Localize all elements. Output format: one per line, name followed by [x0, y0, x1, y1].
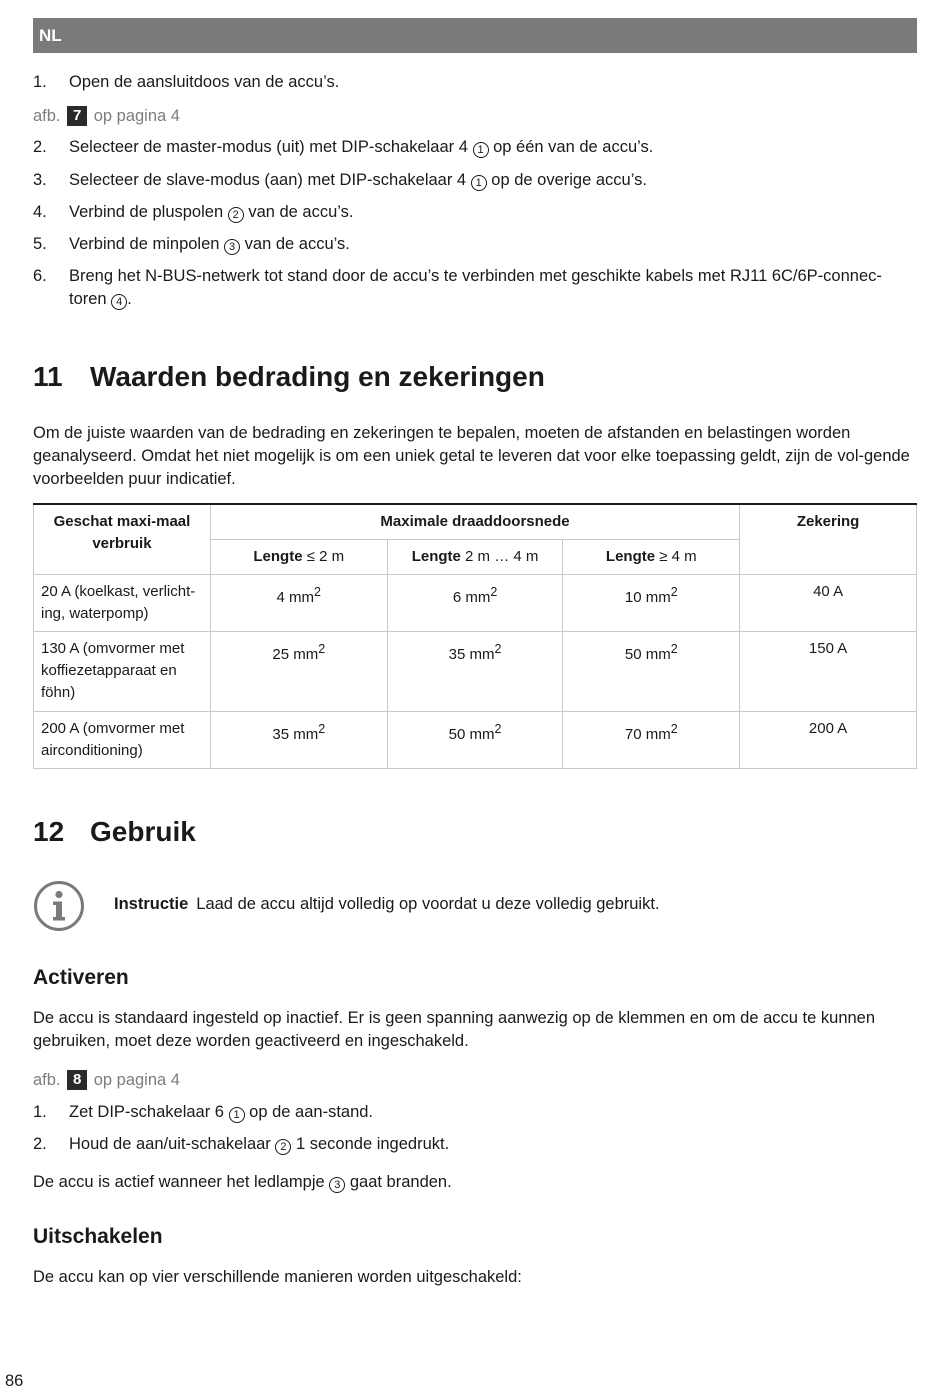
subsection-heading: Activeren — [33, 966, 129, 989]
callout-marker: 2 — [228, 207, 244, 223]
table-row — [34, 575, 917, 632]
step-number: 1. — [33, 73, 47, 91]
list-item — [33, 233, 917, 256]
callout-marker: 3 — [329, 1177, 345, 1193]
section-number: 12 — [33, 816, 65, 847]
section-title: Gebruik — [90, 816, 196, 847]
step-text: Selecteer de master-modus (uit) met DIP-schakelaar 4 1 op één van de accu’s. — [69, 138, 654, 156]
step-text: Open de aansluitdoos van de accu’s. — [69, 73, 340, 91]
header-wire-section: Maximale draaddoorsnede — [210, 504, 739, 540]
list-item — [33, 1133, 917, 1156]
list-item — [33, 136, 917, 159]
callout-marker: 4 — [111, 294, 127, 310]
language-label: NL — [39, 26, 62, 45]
header-fuse: Zekering — [740, 504, 917, 575]
step-number: 2. — [33, 138, 47, 156]
cell-section: 4 $mm^2$ — [210, 575, 387, 632]
figref-prefix: afb. — [33, 1071, 61, 1089]
step-number: 3. — [33, 171, 47, 189]
info-icon — [33, 880, 85, 932]
list-item — [33, 265, 917, 311]
figure-number-badge: 7 — [67, 106, 87, 126]
subsection-heading: Uitschakelen — [33, 1225, 163, 1248]
figref-page-link[interactable]: op pagina 4 — [93, 107, 180, 125]
callout-marker: 1 — [473, 142, 489, 158]
step-text: Selecteer de slave-modus (aan) met DIP-schakelaar 4 1 op de overige accu’s. — [69, 171, 647, 189]
figref-page-link[interactable]: op pagina 4 — [93, 1071, 180, 1089]
step-text: Breng het N-BUS-netwerk tot stand door de accu’s te verbinden met geschikte kabels met RJ11 6C/6P-connec- toren 4 . — [69, 267, 882, 308]
section-heading — [33, 816, 196, 848]
callout-marker: 2 — [275, 1139, 291, 1155]
subheader-length: Lengte ≤ 2 m — [210, 540, 387, 575]
step-text: Verbind de pluspolen 2 van de accu’s. — [69, 203, 354, 221]
cell-section: 6 $mm^2$ — [387, 575, 563, 632]
step-number: 6. — [33, 267, 47, 285]
off-paragraph: De accu kan op vier verschillende manieren worden uitgeschakeld: — [33, 1268, 522, 1286]
cell-fuse: 40 A — [740, 575, 917, 632]
list-item — [33, 71, 917, 94]
step-text: Zet DIP-schakelaar 6 1 op de aan-stand. — [69, 1103, 374, 1121]
cell-section: 25 $mm^2$ — [210, 632, 387, 712]
language-bar — [33, 18, 917, 53]
cell-section: 70 $mm^2$ — [563, 712, 740, 769]
figure-reference[interactable] — [33, 105, 180, 128]
figref-prefix: afb. — [33, 107, 61, 125]
instruction-note — [114, 895, 660, 914]
table-row — [34, 712, 917, 769]
section-heading — [33, 361, 545, 393]
figure-number-badge: 8 — [67, 1070, 87, 1090]
callout-marker: 1 — [471, 175, 487, 191]
subheader-length: Lengte 2 m … 4 m — [387, 540, 563, 575]
header-consumption: Geschat maxi-maal verbruik — [34, 504, 211, 575]
section-number: 11 — [33, 361, 63, 392]
cell-load: 130 A (omvormer met koffiezetapparaat en föhn) — [34, 632, 211, 712]
active-paragraph: De accu is actief wanneer het ledlampje 3 gaat branden. — [33, 1173, 452, 1191]
cell-section: 10 $mm^2$ — [563, 575, 740, 632]
cell-load: 20 A (koelkast, verlicht-ing, waterpomp) — [34, 575, 211, 632]
step-number: 4. — [33, 203, 47, 221]
note-label: Instructie — [114, 895, 189, 913]
list-item — [33, 201, 917, 224]
cell-fuse: 150 A — [740, 632, 917, 712]
list-item — [33, 1101, 917, 1124]
cell-section: 50 $mm^2$ — [563, 632, 740, 712]
cell-section: 50 $mm^2$ — [387, 712, 563, 769]
cell-section: 35 $mm^2$ — [387, 632, 563, 712]
cell-fuse: 200 A — [740, 712, 917, 769]
section-title: Waarden bedrading en zekeringen — [90, 361, 545, 392]
callout-marker: 1 — [229, 1107, 245, 1123]
wiring-fuse-table — [33, 503, 917, 769]
activate-paragraph: De accu is standaard ingesteld op inactief. Er is geen spanning aanwezig op de klemmen en om de accu te kunnen gebruiken, moet deze worden geactiveerd en ingeschakeld. — [33, 1009, 876, 1050]
table-row — [34, 632, 917, 712]
step-number: 5. — [33, 235, 47, 253]
intro-paragraph: Om de juiste waarden van de bedrading en zekeringen te bepalen, moeten de afstanden en belastingen worden geanalyseerd. Omdat het niet mogelijk is om een uniek getal te leveren dat voor elke toepassing geldt, zijn de vol-gende voorbeelden puur indicatief. — [33, 424, 910, 488]
step-text: Houd de aan/uit-schakelaar 2 1 seconde ingedrukt. — [69, 1135, 450, 1153]
step-text: Verbind de minpolen 3 van de accu’s. — [69, 235, 350, 253]
cell-section: 35 $mm^2$ — [210, 712, 387, 769]
cell-load: 200 A (omvormer met airconditioning) — [34, 712, 211, 769]
callout-marker: 3 — [224, 239, 240, 255]
step-number: 2. — [33, 1135, 47, 1153]
figure-reference[interactable] — [33, 1069, 180, 1092]
page-number: 86 — [5, 1372, 24, 1390]
step-number: 1. — [33, 1103, 47, 1121]
subheader-length: Lengte ≥ 4 m — [563, 540, 740, 575]
note-text: Laad de accu altijd volledig op voordat u deze volledig gebruikt. — [196, 895, 660, 913]
list-item — [33, 169, 917, 192]
